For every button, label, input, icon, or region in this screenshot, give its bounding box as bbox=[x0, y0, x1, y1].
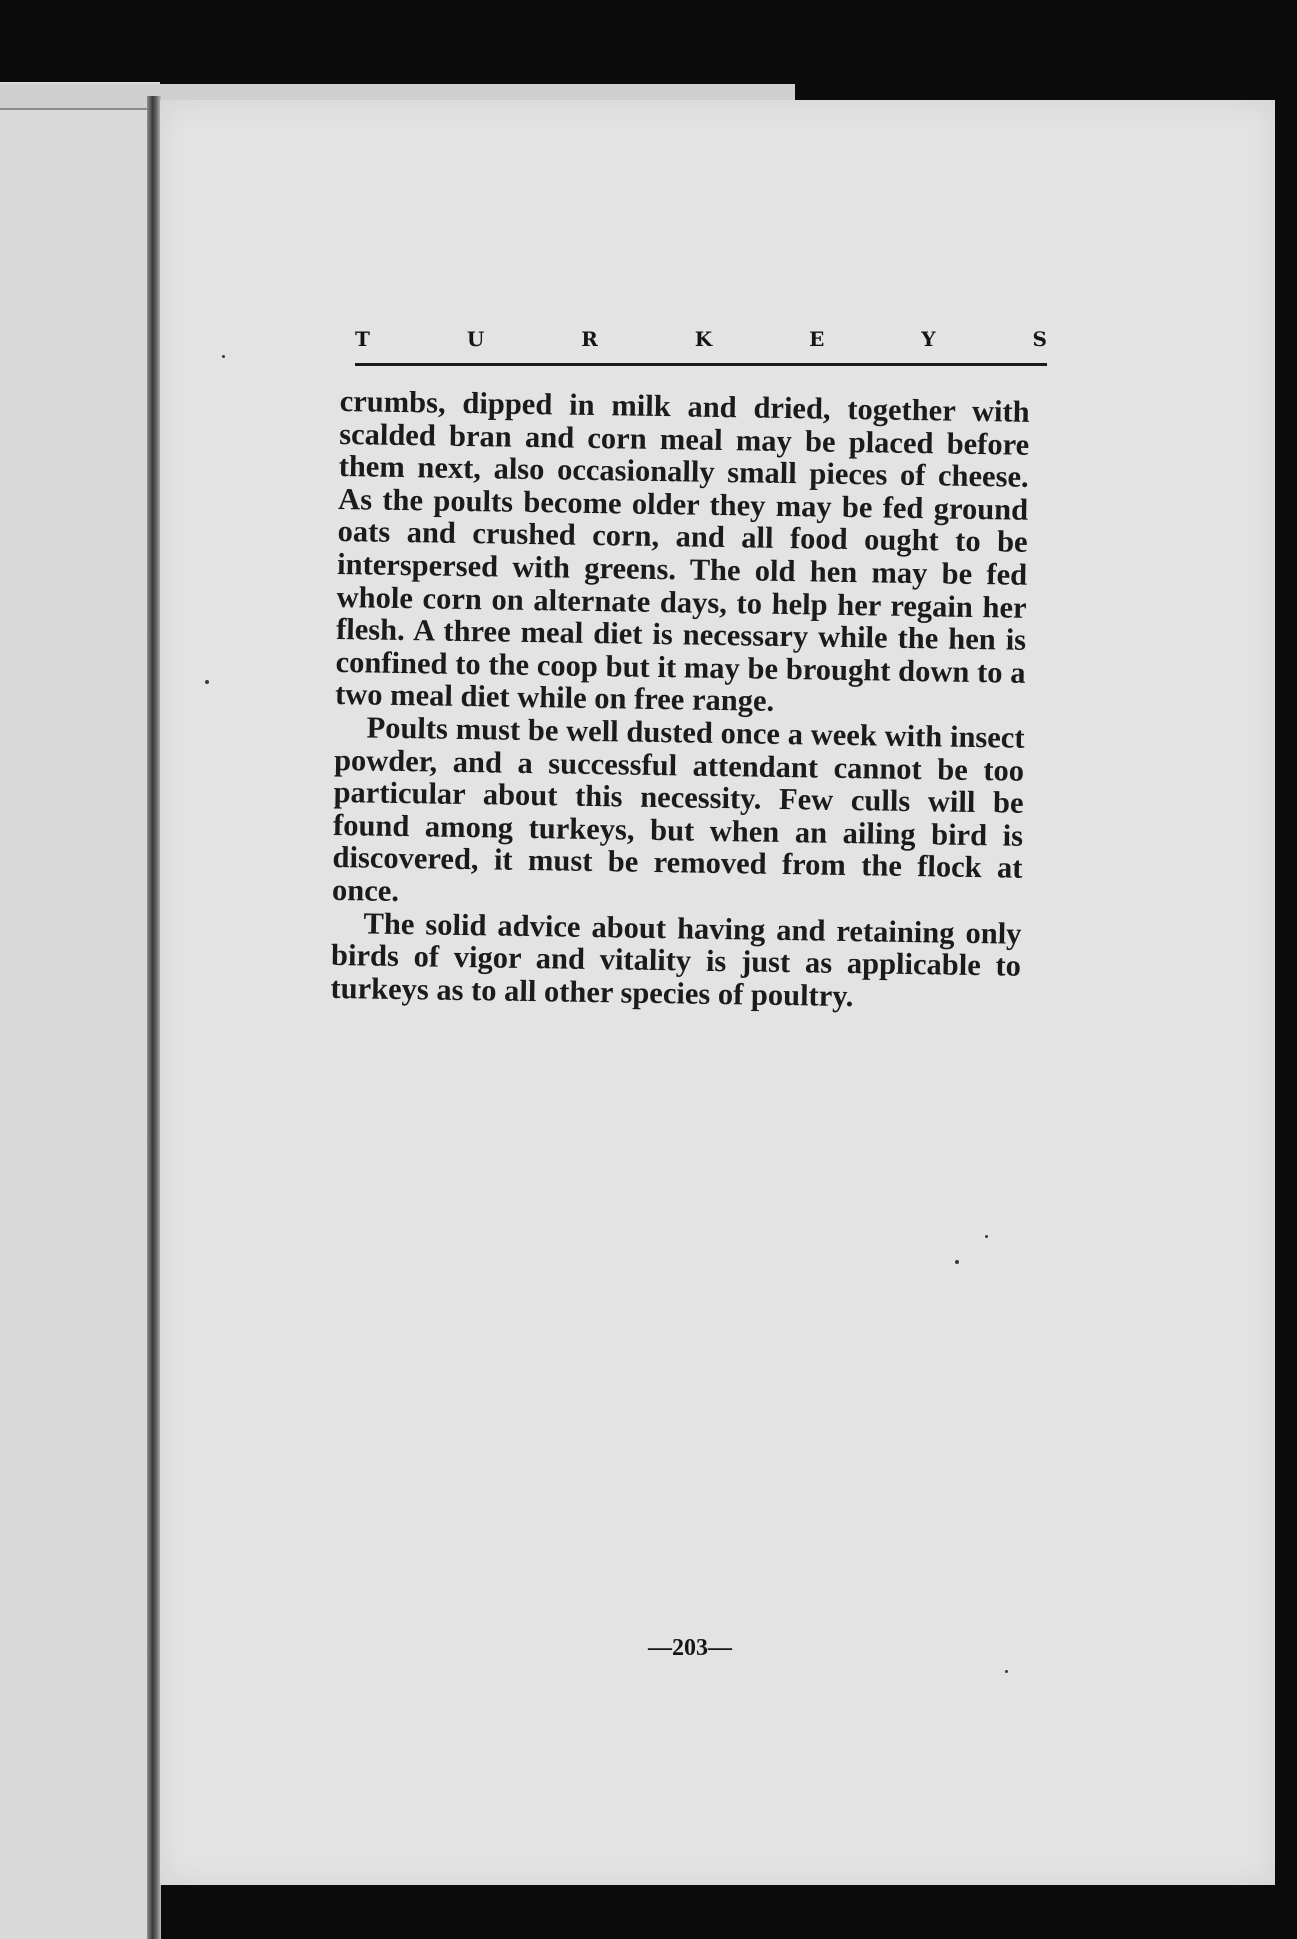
book-page bbox=[160, 100, 1275, 1885]
paragraph: The solid advice about having and retaining only birds of vigor and vitality is just as applicable to turkeys as to all other species of poultry. bbox=[330, 905, 1022, 1013]
dust-speck bbox=[1005, 1670, 1008, 1673]
running-head-letter: U bbox=[466, 327, 485, 351]
paragraph: Poults must be well dusted once a week with insect powder, and a successful attendant cannot be too particular about this necessity. Few culls will be found among turkeys, but when an ailing bird is discovered, it must be removed from the flock at once. bbox=[331, 710, 1025, 908]
running-head bbox=[355, 315, 1047, 366]
running-head-letter: E bbox=[809, 327, 825, 351]
running-head-letter: Y bbox=[921, 327, 936, 351]
paragraph: crumbs, dipped in milk and dried, together with scalded bran and corn meal may be placed before them next, also occasionally small pieces of cheese. As the poults become older they may be fed ground oats and crushed corn, and all food ought to be interspersed with greens. The old hen may be fed whole corn on alternate days, to help her regain her flesh. A three meal diet is necessary while the hen is confined to the coop but it may be brought down to a two meal diet while on free range. bbox=[334, 384, 1030, 719]
dust-speck bbox=[222, 355, 225, 358]
dust-speck bbox=[955, 1260, 959, 1264]
running-head-letter: K bbox=[694, 327, 713, 351]
book-spine bbox=[147, 96, 161, 1939]
page-number: —203— bbox=[648, 1635, 732, 1661]
dust-speck bbox=[985, 1235, 988, 1238]
running-head-letter: T bbox=[355, 327, 370, 351]
running-head-letter: S bbox=[1032, 327, 1047, 351]
underlying-page bbox=[0, 82, 160, 1939]
running-head-letter: R bbox=[581, 327, 598, 351]
dust-speck bbox=[205, 680, 209, 684]
body-text bbox=[330, 385, 1030, 1015]
